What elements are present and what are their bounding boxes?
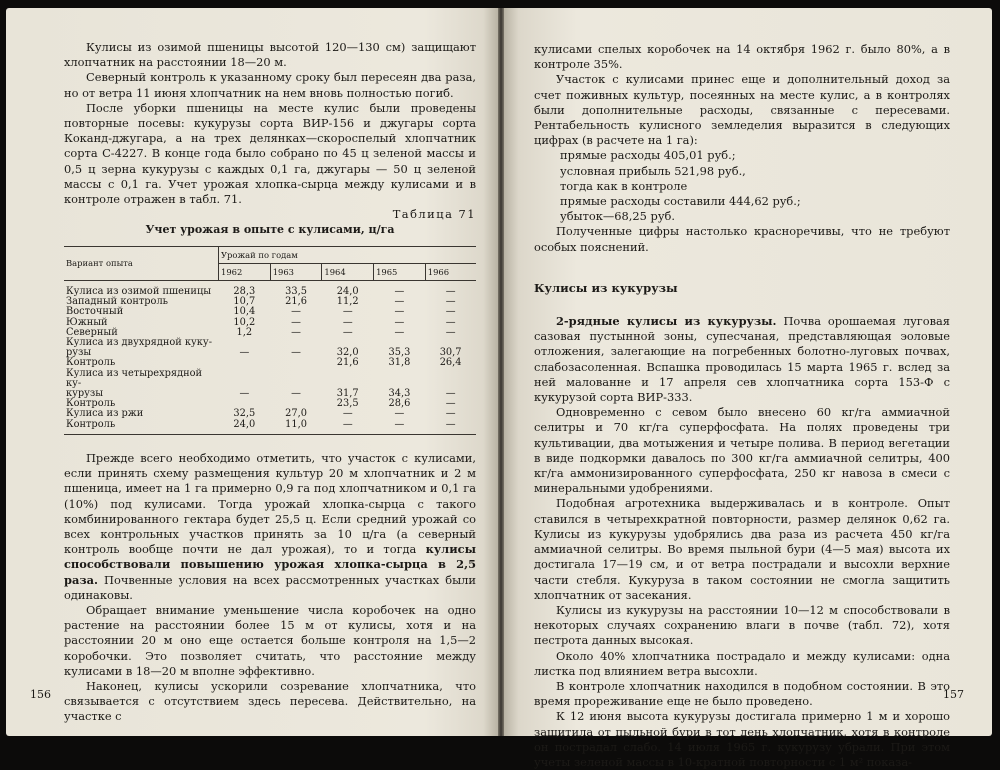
table-cell: 34,3 [388,388,411,400]
table-cell: — [445,306,456,318]
table-cell: 35,3 [388,347,411,359]
year-header: 1962 [219,263,271,280]
year-header: 1965 [374,263,426,280]
list-item: условная прибыль 521,98 руб., [560,163,746,178]
row-label: Контроль [66,398,116,410]
table-cell: — [445,326,456,338]
paragraph: Подобная агротехника выдерживалась и в контроле. Опыт ставился в четырехкратной повторности, размер делянок 0,62 га. Кулисы из кукурузы удобрялись два раза из расчета 450 кг/га аммиачной селитры. Во время пыльной бури (4—5 мая) высота их достигала 17—19 см, и от ветра пострадали и высохли верхние части стебля. Кукуруза в таком состоянии не смогла защитить хлопчатник от засекания. [534,496,950,602]
row-label: Контроль [66,357,116,369]
table-label: Таблица 71 [392,207,476,222]
table-row [64,409,476,419]
paragraph: Полученные цифры настолько красноречивы, что не требуют особых пояснений. [534,224,950,254]
paragraph: Обращает внимание уменьшение числа коробочек на одно растение на расстоянии более 15 м от кулисы, хотя и на расстоянии 20 м оно еще остается больше контроля на 1,5—2 коробочки. Это позволяет считать, что расстояние между кулисами в 18—20 м вполне эффективно. [64,602,476,678]
table-row [64,318,476,328]
table-cell: — [445,286,456,298]
table-cell: — [445,388,456,400]
table-cell: 31,7 [336,388,359,400]
table-row [64,369,476,389]
table-cell: — [394,306,405,318]
table-cell: — [239,388,250,400]
table-cell [374,369,426,389]
left-text-block [64,40,476,725]
table-row [64,281,476,298]
table-cell: — [445,316,456,328]
page-number: 157 [943,688,964,701]
table-cell: — [394,296,405,308]
table-row [64,389,476,399]
list-item: прямые расходы составили 444,62 руб.; [560,194,801,209]
table-row [64,348,476,358]
table-cell: — [425,420,476,435]
list-item: убыток—68,25 руб. [560,209,675,224]
row-label: курузы [66,388,104,400]
paragraph [534,314,950,405]
paragraph: Наконец, кулисы ускорили созревание хлопчатника, что связывается с отсутствием здесь пересева. Действительно, на участке с [64,678,476,724]
table-cell: — [342,316,353,328]
paragraph: Кулисы из озимой пшеницы высотой 120—130 см) защищают хлопчатник на расстоянии 18—20 м. [64,40,476,70]
row-label: Южный [66,316,108,328]
table-cell: 26,4 [439,357,462,369]
table-cell: 28,3 [233,286,256,298]
paragraph: К 12 июня высота кукурузы достигала примерно 1 м и хорошо защитила от пыльной бури в тот день хлопчатник, хотя в контроле он пострадал слабо. 14 июля 1965 г. кукурузу убрали. При этом учеты зеленой массы в 10-кратной повторности с 1 м² показа- [534,709,950,769]
right-text-block [534,42,950,770]
table-row [64,420,476,435]
table-cell: 1,2 [236,326,253,338]
row-label: Западный контроль [66,296,169,308]
paragraph: Около 40% хлопчатника пострадало и между кулисами: одна листка под влиянием ветра высохли. [534,648,950,678]
table-cell: 33,5 [285,286,307,298]
table-cell: — [291,388,301,400]
table-row [64,307,476,317]
paragraph: В контроле хлопчатник находился в подобном состоянии. В это время прореживание еще не было проведено. [534,678,950,709]
table-row [64,338,476,348]
year-header: 1966 [425,263,476,280]
table-cell: — [445,408,456,420]
table-cell [270,369,322,389]
left-page [6,8,498,736]
table-cell: 30,7 [439,347,462,359]
table-cell: — [291,316,301,328]
table-cell: — [394,408,405,420]
paragraph: Участок с кулисами принес еще и дополнительный доход за счет поживных культур, посеянных на месте кулис, а в контролях были дополнительные расходы, связанные с пересевами. Рентабельность кулисного земледелия выразится в следующих цифрах (в расчете на 1 га): [534,72,950,148]
table-cell: 23,5 [336,398,359,410]
table-cell: — [394,316,405,328]
lead-bold-text: 2-рядные кулисы из кукурузы. [556,314,777,329]
table-title: Учет урожая в опыте с кулисами, ц/га [145,223,395,237]
right-page [504,8,992,769]
table-cell: 10,2 [233,316,256,328]
row-label: Северный [66,326,118,338]
paragraph: Одновременно с севом было внесено 60 кг/га аммиачной селитры и 70 кг/га суперфосфата. На полях проведены три культивации, два мотыжения и четыре полива. В период вегетации в виде подкормки давалось по 300 кг/га аммиачной селитры, 400 кг/га аммонизированного суперфосфата, 250 кг навоза в смеси с минеральными удобрениями. [534,405,950,496]
table-cell: — [342,306,353,318]
variant-header: Вариант опыта [64,246,219,280]
table-cell: 28,6 [388,398,411,410]
paragraph-text: Прежде всего необходимо отметить, что участок с кулисами, если принять схему размещения культур 20 м хлопчатник и 2 м пшеница, имеет на 1 га примерно 0,9 га под хлопчатником и 0,1 га (10%) под кулисами. Тогда урожай хлопка-сырца с такого комбинированного гектара будет 25,5 ц. Если средний урожай со всех контрольных участков принять за 10 ц/га (а северный контроль вообще почти не дал урожая), то и тогда [64,450,476,557]
table-cell [425,369,476,389]
yield-table [64,246,476,435]
table-cell: 24,0 [219,420,271,435]
table-cell: 31,8 [388,357,411,369]
row-label: рузы [66,347,92,359]
table-cell [270,358,322,368]
table-cell: 32,5 [233,408,256,420]
table-cell: — [239,347,250,359]
table-cell: — [445,296,456,308]
years-header: Урожай по годам [219,246,477,263]
table-cell: — [291,347,301,359]
year-header: 1963 [270,263,322,280]
list-item: тогда как в контроле [560,178,688,193]
table-cell: 21,6 [336,357,359,369]
table-cell: — [394,326,405,338]
table-cell [219,358,271,368]
table-cell: — [322,420,374,435]
table-cell [322,369,374,389]
table-cell: — [374,420,426,435]
paragraph: После уборки пшеницы на месте кулис были проведены повторные посевы: кукурузы сорта ВИР-156 и джугары сорта Коканд-джугара, а на трех делянках—скороспелый хлопчатник сорта С-4227. В конце года было собрано по 45 ц зеленой массы и 0,5 ц зерна кукурузы с каждых 0,1 га, джугары — 50 ц зеленой массы с 0,1 га. Учет урожая хлопка-сырца между кулисами и в контроле отражен в табл. 71. [64,100,476,207]
row-label: Кулиса из ржи [66,408,144,420]
paragraph-text: Почвенные условия на всех рассмотренных участках были одинаковы. [64,572,476,602]
row-label: Восточный [66,306,124,318]
row-label: Кулиса из четырехрядной ку- [66,367,203,389]
year-header: 1964 [322,263,374,280]
table-cell: — [445,398,456,410]
table-cell: — [342,408,353,420]
table-cell: 10,7 [233,296,256,308]
table-cell: 11,2 [336,296,359,308]
table-cell [219,369,271,389]
paragraph [64,451,476,603]
table-cell: — [394,286,405,298]
table-cell: 21,6 [285,296,307,308]
table-cell: 27,0 [285,408,307,420]
table-cell: 32,0 [336,347,359,359]
list-item: прямые расходы 405,01 руб.; [560,148,736,163]
row-label: Контроль [64,420,219,435]
table-cell: 24,0 [336,286,359,298]
row-label: Кулиса из озимой пшеницы [66,286,212,298]
page-number: 156 [30,688,51,701]
paragraph: Северный контроль к указанному сроку был пересеян два раза, но от ветра 11 июня хлопчатник на нем вновь полностью погиб. [64,70,476,100]
row-label: Кулиса из двухрядной куку- [66,337,213,349]
emphasis-text: кулисы способствовали повышению урожая хлопка-сырца в 2,5 раза. [64,542,476,587]
paragraph: кулисами спелых коробочек на 14 октября 1962 г. было 80%, а в контроле 35%. [534,42,950,72]
table-cell: 11,0 [270,420,322,435]
paragraph: Кулисы из кукурузы на расстоянии 10—12 м способствовали в некоторых случаях сохранению влаги в почве (табл. 72), хотя пестрота данных высокая. [534,602,950,648]
table-cell: — [291,306,301,318]
table-cell: 10,4 [233,306,256,318]
table-cell: — [291,326,301,338]
table-row [64,297,476,307]
cost-list [534,148,950,224]
table-cell: — [342,326,353,338]
section-heading: Кулисы из кукурузы [534,280,678,295]
paragraph-text: Почва орошаемая луговая сазовая пустынной зоны, супесчаная, представляющая эоловые отложения, залегающие на погребенных болотно-луговых почвах, слабозасоленная. Вспашка проводилась 15 марта 1965 г. вслед за ней малованне и 17 апреля сев хлопчатника сорта 153-Ф с кукурузой сорта ВИР-333. [534,314,950,405]
